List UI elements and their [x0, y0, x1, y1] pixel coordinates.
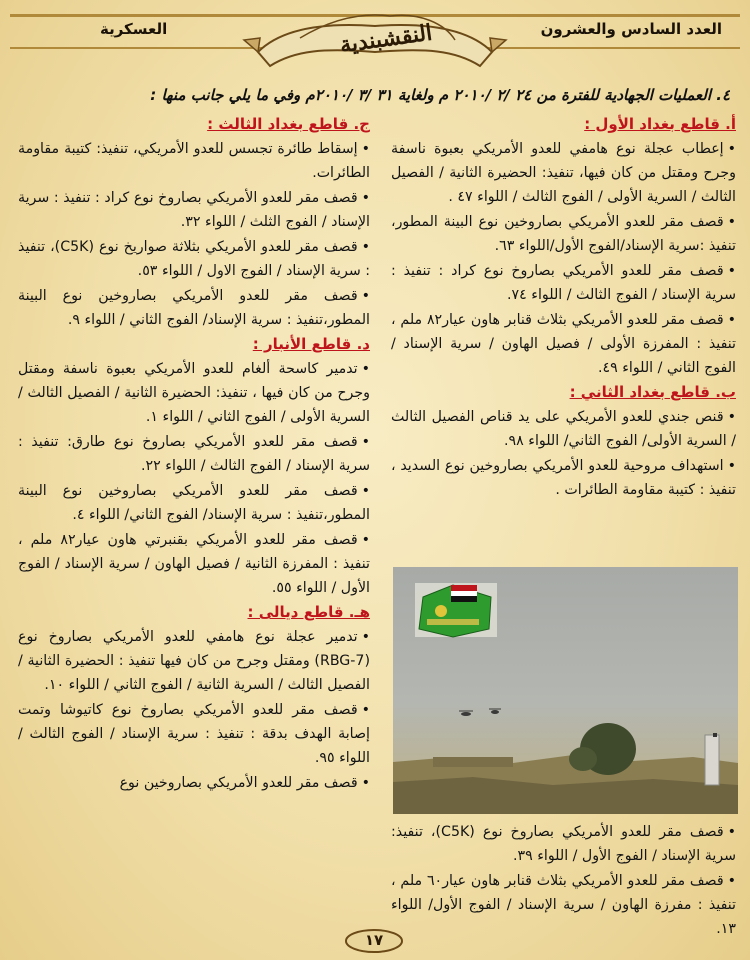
list-item-text: تدمير كاسحة ألغام للعدو الأمريكي بعبوة ناسفة ومقتل وجرح من كان فيها ، تنفيذ: الحضيرة الثانية / الفصيل الثالث / السرية الأولى / الفوج الثاني / اللواء ١.: [18, 361, 370, 425]
list-item: •قصف مقر للعدو الأمريكي بصاروخ نوع طارق: تنفيذ : سرية الإسناد / الفوج الثالث / اللواء ٢٢.: [18, 434, 370, 474]
section-heading: ج. قاطع بغداد الثالث :: [207, 115, 370, 133]
list-item-text: قصف مقر للعدو الأمريكي بصاروخ نوع كراد : تنفيذ : سرية الإسناد / الفوج الثالث / اللواء ٧٤.: [391, 263, 736, 303]
section-heading: أ. قاطع بغداد الأول :: [584, 115, 736, 133]
left-column: [18, 113, 370, 796]
section-heading: هـ. قاطع ديالى :: [247, 603, 370, 621]
list-item-text: تدمير عجلة نوع هامفي للعدو الأمريكي بصاروخ نوع (RBG-7) ومقتل وجرح من كان فيها تنفيذ : الحضيرة الثانية / الفصيل الثالث / السرية الثانية / الفوج الثاني / اللواء ١٠.: [18, 629, 370, 693]
list-item: •إعطاب عجلة نوع هامفي للعدو الأمريكي بعبوة ناسفة وجرح ومقتل من كان فيها، تنفيذ: الحضيرة الثانية / الفصيل الثالث / السرية الأولى / الفوج الثالث / اللواء ٤٧ .: [391, 141, 736, 205]
list-item: •قنص جندي للعدو الأمريكي على يد قناص الفصيل الثالث / السرية الأولى/ الفوج الثاني/ اللواء ٩٨.: [391, 409, 736, 449]
section-heading: د. قاطع الأنبار :: [252, 335, 370, 353]
list-item: •قصف مقر للعدو الأمريكي بصاروخين نوع البينة المطور، تنفيذ :سرية الإسناد/الفوج الأول/اللواء ٦٣.: [391, 214, 736, 254]
list-item-text: قصف مقر للعدو الأمريكي بصاروخ نوع كاتيوشا وتمت إصابة الهدف بدقة : تنفيذ : سرية الإسناد / الفوج الثالث / اللواء ٩٥.: [18, 702, 370, 766]
list-item-text: قصف مقر للعدو الأمريكي بثلاثة صواريخ نوع (C5K)، تنفيذ : سرية الإسناد / الفوج الاول / اللواء ٥٣.: [18, 239, 370, 279]
article-title: ٤. العمليات الجهادية للفترة من ٢٤ /٢ /٢٠١٠ م ولغاية ٣١ /٣ /٢٠١٠م وفي ما يلي جانب منها :: [150, 86, 730, 104]
list-item: •إسقاط طائرة تجسس للعدو الأمريكي، تنفيذ: كتيبة مقاومة الطائرات.: [18, 141, 370, 181]
list-item: •تدمير عجلة نوع هامفي للعدو الأمريكي بصاروخ نوع (RBG-7) ومقتل وجرح من كان فيها تنفيذ : الحضيرة الثانية / الفصيل الثالث / السرية الثانية / الفوج الثاني / اللواء ١٠.: [18, 629, 370, 693]
tower-icon: [705, 735, 719, 785]
list-item-text: إسقاط طائرة تجسس للعدو الأمريكي، تنفيذ: كتيبة مقاومة الطائرات.: [18, 141, 370, 181]
list-item: •قصف مقر للعدو الأمريكي بصاروخ نوع كراد : تنفيذ : سرية الإسناد / الفوج الثلث / اللواء ٣٢.: [18, 190, 370, 230]
list-item: •قصف مقر للعدو الأمريكي بصاروخ نوع كاتيوشا وتمت إصابة الهدف بدقة : تنفيذ : سرية الإسناد / الفوج الثالث / اللواء ٩٥.: [18, 702, 370, 766]
list-item: •قصف مقر للعدو الأمريكي بثلاث قنابر هاون عيار٦٠ ملم ، تنفيذ : مفرزة الهاون / سرية الإسناد / الفوج الأول/ اللواء ١٣.: [391, 873, 737, 937]
list-item-text: إعطاب عجلة نوع هامفي للعدو الأمريكي بعبوة ناسفة وجرح ومقتل من كان فيها، تنفيذ: الحضيرة الثانية / الفصيل الثالث / السرية الأولى / الفوج الثالث / اللواء ٤٧ .: [391, 141, 736, 205]
emblem-logo: [415, 583, 497, 637]
list-item: •قصف مقر للعدو الأمريكي بصاروخين نوع البينة المطور،تنفيذ : سرية الإسناد/ الفوج الثاني / اللواء ٩.: [18, 288, 370, 328]
helicopter-icon: [461, 712, 471, 716]
list-item-text: قصف مقر للعدو الأمريكي بصاروخين نوع: [119, 775, 358, 791]
list-item: •تدمير كاسحة ألغام للعدو الأمريكي بعبوة ناسفة ومقتل وجرح من كان فيها ، تنفيذ: الحضيرة الثانية / الفصيل الثالث / السرية الأولى / الفوج الثاني / اللواء ١.: [18, 361, 370, 425]
helicopter-icon: [491, 710, 499, 714]
right-column: [391, 113, 736, 503]
list-item: •قصف مقر للعدو الأمريكي بقنبرتي هاون عيار٨٢ ملم ، تنفيذ : المفرزة الثانية / فصيل الهاون / سرية الإسناد / الفوج الأول / اللواء ٥٥.: [18, 532, 370, 596]
page-number: ١٧: [364, 931, 384, 949]
list-item: •قصف مقر للعدو الأمريكي بثلاث قنابر هاون عيار٨٢ ملم ، تنفيذ : المفرزة الأولى / فصيل الهاون / سرية الإسناد / الفوج الثاني / اللواء ٤٩.: [391, 312, 737, 376]
section-heading: ب. قاطع بغداد الثاني :: [569, 383, 736, 401]
list-item-text: قنص جندي للعدو الأمريكي على يد قناص الفصيل الثالث / السرية الأولى/ الفوج الثاني/ اللواء ٩٨.: [391, 409, 736, 449]
list-item-text: قصف مقر للعدو الأمريكي بصاروخين نوع البينة المطور،تنفيذ : سرية الإسناد/ الفوج الثاني/ اللواء ٤.: [18, 483, 370, 523]
list-item: •قصف مقر للعدو الأمريكي بصاروخين نوع البينة المطور،تنفيذ : سرية الإسناد/ الفوج الثاني/ اللواء ٤.: [18, 483, 370, 523]
list-item: •قصف مقر للعدو الأمريكي بصاروخ نوع كراد : تنفيذ : سرية الإسناد / الفوج الثالث / اللواء ٧٤.: [391, 263, 736, 303]
photo-scene: [393, 567, 738, 814]
list-item-text: قصف مقر للعدو الأمريكي بثلاث قنابر هاون عيار٨٢ ملم ، تنفيذ : المفرزة الأولى / فصيل الهاون / سرية الإسناد / الفوج الثاني / اللواء ٤٩.: [391, 312, 736, 376]
list-item: •قصف مقر للعدو الأمريكي بصاروخين نوع: [119, 775, 370, 791]
list-item-text: قصف مقر للعدو الأمريكي بصاروخين نوع البينة المطور، تنفيذ :سرية الإسناد/الفوج الأول/اللواء ٦٣.: [391, 214, 736, 254]
section-label: العسكرية: [100, 20, 168, 38]
list-item: •قصف مقر للعدو الأمريكي بثلاثة صواريخ نوع (C5K)، تنفيذ : سرية الإسناد / الفوج الاول / اللواء ٥٣.: [18, 239, 370, 279]
list-item-text: استهداف مروحية للعدو الأمريكي بصاروخين نوع السديد ، تنفيذ : كتيبة مقاومة الطائرات .: [391, 458, 736, 498]
list-item-text: قصف مقر للعدو الأمريكي بصاروخ نوع كراد : تنفيذ : سرية الإسناد / الفوج الثلث / اللواء ٣٢.: [18, 190, 370, 230]
list-item-text: قصف مقر للعدو الأمريكي بقنبرتي هاون عيار٨٢ ملم ، تنفيذ : المفرزة الثانية / فصيل الهاون / سرية الإسناد / الفوج الأول / اللواء ٥٥.: [18, 532, 370, 596]
list-item-text: قصف مقر للعدو الأمريكي بصاروخ نوع (C5K)، تنفيذ: سرية الإسناد / الفوج الأول / اللواء ٣٩.: [391, 824, 736, 864]
list-item-text: قصف مقر للعدو الأمريكي بصاروخين نوع البينة المطور،تنفيذ : سرية الإسناد/ الفوج الثاني / اللواء ٩.: [18, 288, 370, 328]
list-item-text: قصف مقر للعدو الأمريكي بصاروخ نوع طارق: تنفيذ : سرية الإسناد / الفوج الثالث / اللواء ٢٢.: [18, 434, 370, 474]
photo-caption-list: [391, 820, 736, 942]
list-item-text: قصف مقر للعدو الأمريكي بثلاث قنابر هاون عيار٦٠ ملم ، تنفيذ : مفرزة الهاون / سرية الإسناد / الفوج الأول/ اللواء ١٣.: [391, 873, 736, 937]
news-photo: [393, 567, 738, 814]
issue-label: العدد السادس والعشرون: [540, 20, 722, 38]
banner-title: النقشبندية: [338, 19, 434, 59]
list-item: •استهداف مروحية للعدو الأمريكي بصاروخين نوع السديد ، تنفيذ : كتيبة مقاومة الطائرات .: [391, 458, 736, 498]
list-item: •قصف مقر للعدو الأمريكي بصاروخ نوع (C5K)، تنفيذ: سرية الإسناد / الفوج الأول / اللواء ٣٩.: [391, 824, 736, 864]
